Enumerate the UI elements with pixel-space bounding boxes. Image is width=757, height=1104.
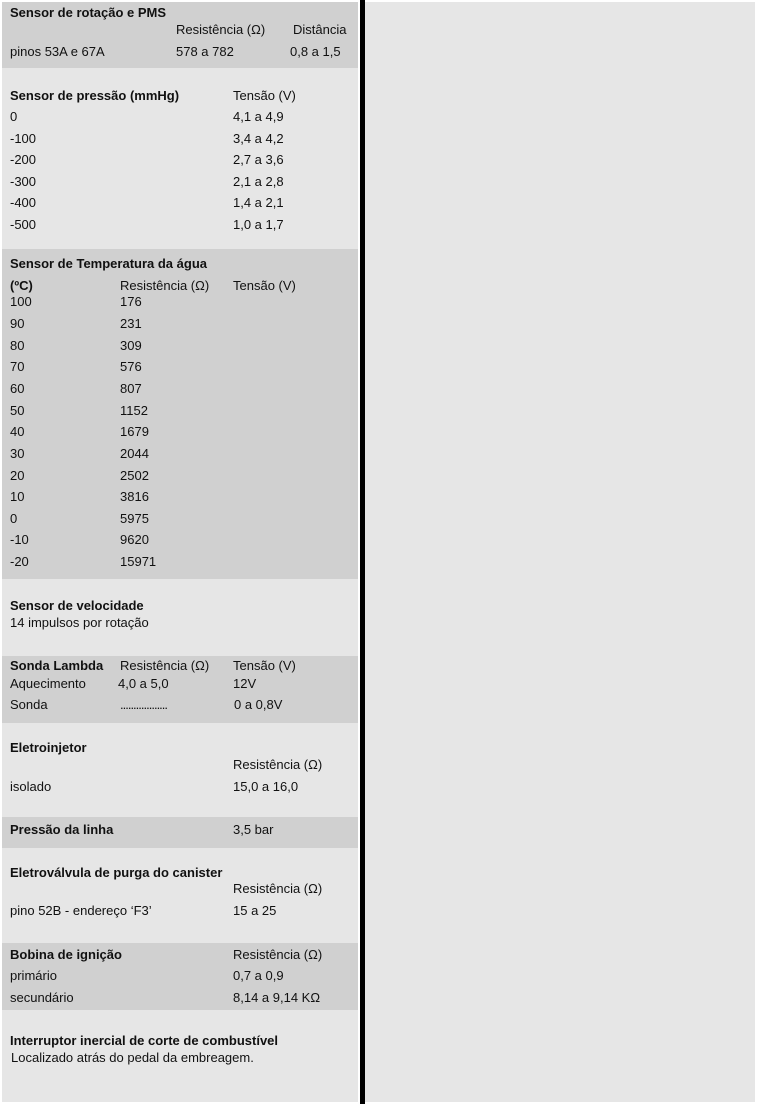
table-row-resistance: .................. (120, 697, 168, 712)
canister-valve-resistance-value: 15 a 25 (233, 903, 277, 918)
table-row-resistance: 1152 (120, 403, 148, 418)
table-row-resistance: 807 (120, 381, 142, 396)
table-row-temp: 40 (10, 424, 25, 439)
rotation-sensor-pins-label: pinos 53A e 67A (10, 44, 105, 59)
ignition-coil-resistance-header: Resistência (Ω) (233, 947, 323, 962)
injector-resistance-value: 15,0 a 16,0 (233, 779, 299, 794)
table-row-pressure: 0 (10, 109, 18, 124)
ignition-coil-title: Bobina de ignição (10, 947, 122, 962)
table-row-pressure: -200 (10, 152, 37, 167)
table-row-pressure: -300 (10, 174, 37, 189)
water-temp-resistance-header: Resistência (Ω) (120, 278, 210, 293)
line-pressure-title: Pressão da linha (10, 822, 114, 837)
inertia-switch-title: Interruptor inercial de corte de combustível (10, 1033, 279, 1048)
table-row-label: primário (10, 968, 57, 983)
injector-label: isolado (10, 779, 52, 794)
table-row-temp: -20 (10, 554, 29, 569)
canister-valve-resistance-header: Resistência (Ω) (233, 881, 323, 896)
injector-title: Eletroinjetor (10, 740, 87, 755)
rotation-sensor-resistance-value: 578 a 782 (176, 44, 234, 59)
table-row-temp: 30 (10, 446, 25, 461)
rotation-sensor-resistance-header: Resistência (Ω) (176, 22, 266, 37)
table-row-voltage: 4,1 a 4,9 (233, 109, 284, 124)
injector-resistance-header: Resistência (Ω) (233, 757, 323, 772)
table-row-resistance: 1679 (120, 424, 149, 439)
table-row-temp: 10 (10, 489, 25, 504)
speed-sensor-title: Sensor de velocidade (10, 598, 144, 613)
table-row-resistance: 176 (120, 294, 142, 309)
table-row-resistance: 5975 (120, 511, 149, 526)
table-row-temp: 70 (10, 359, 25, 374)
inertia-switch-section (2, 1010, 358, 1102)
rotation-sensor-distance-value: 0,8 a 1,5 (290, 44, 341, 59)
speed-sensor-text: 14 impulsos por rotação (10, 615, 149, 630)
lambda-probe-voltage-header: Tensão (V) (233, 658, 296, 673)
table-row-voltage: 12V (233, 676, 257, 691)
table-row-voltage: 1,4 a 2,1 (233, 195, 284, 210)
rotation-sensor-distance-header: Distância (293, 22, 347, 37)
canister-valve-section (2, 848, 358, 943)
water-temp-temp-header: (ºC) (10, 278, 33, 293)
table-row-temp: 90 (10, 316, 25, 331)
rotation-sensor-title: Sensor de rotação e PMS (10, 5, 167, 20)
line-pressure-value: 3,5 bar (233, 822, 274, 837)
table-row-label: secundário (10, 990, 74, 1005)
table-row-resistance: 4,0 a 5,0 (118, 676, 169, 691)
table-row-temp: 100 (10, 294, 32, 309)
table-row-resistance: 309 (120, 338, 142, 353)
ignition-coil-section (2, 943, 358, 1010)
table-row-resistance: 231 (120, 316, 142, 331)
water-temp-sensor-title: Sensor de Temperatura da água (10, 256, 207, 271)
table-row-resistance: 9620 (120, 532, 149, 547)
table-row-resistance: 576 (120, 359, 142, 374)
lambda-probe-section (2, 656, 358, 723)
water-temp-sensor-section (2, 249, 358, 579)
table-row-resistance: 15971 (120, 554, 157, 569)
rotation-sensor-section (2, 2, 358, 68)
table-row-voltage: 2,7 a 3,6 (233, 152, 284, 167)
table-row-temp: 60 (10, 381, 25, 396)
table-row-resistance: 8,14 a 9,14 KΩ (233, 990, 321, 1005)
canister-valve-label: pino 52B - endereço ‘F3’ (10, 903, 152, 918)
table-row-temp: -10 (10, 532, 29, 547)
water-temp-voltage-header: Tensão (V) (233, 278, 296, 293)
table-row-voltage: 3,4 a 4,2 (233, 131, 284, 146)
line-pressure-section (2, 817, 358, 848)
table-row-voltage: 2,1 a 2,8 (233, 174, 284, 189)
table-row-voltage: 1,0 a 1,7 (233, 217, 284, 232)
table-row-pressure: -400 (10, 195, 37, 210)
inertia-switch-text: Localizado atrás do pedal da embreagem. (11, 1050, 254, 1065)
table-row-pressure: -500 (10, 217, 37, 232)
lambda-probe-title: Sonda Lambda (10, 658, 104, 673)
table-row-resistance: 2502 (120, 468, 149, 483)
canister-valve-title: Eletroválvula de purga do canister (10, 865, 223, 880)
table-row-label: Sonda (10, 697, 48, 712)
table-row-temp: 0 (10, 511, 18, 526)
lambda-probe-resistance-header: Resistência (Ω) (120, 658, 210, 673)
speed-sensor-section (2, 579, 358, 656)
table-row-temp: 20 (10, 468, 25, 483)
table-row-pressure: -100 (10, 131, 37, 146)
table-row-resistance: 2044 (120, 446, 149, 461)
pressure-sensor-section (2, 68, 358, 249)
table-row-resistance: 3816 (120, 489, 149, 504)
table-row-temp: 50 (10, 403, 25, 418)
table-row-label: Aquecimento (10, 676, 86, 691)
table-row-voltage: 0 a 0,8V (234, 697, 283, 712)
empty-right-panel (365, 2, 755, 1102)
injector-section (2, 723, 358, 817)
pressure-sensor-title: Sensor de pressão (mmHg) (10, 88, 180, 103)
table-row-resistance: 0,7 a 0,9 (233, 968, 284, 983)
left-column (0, 0, 360, 1104)
pressure-sensor-voltage-header: Tensão (V) (233, 88, 296, 103)
table-row-temp: 80 (10, 338, 25, 353)
